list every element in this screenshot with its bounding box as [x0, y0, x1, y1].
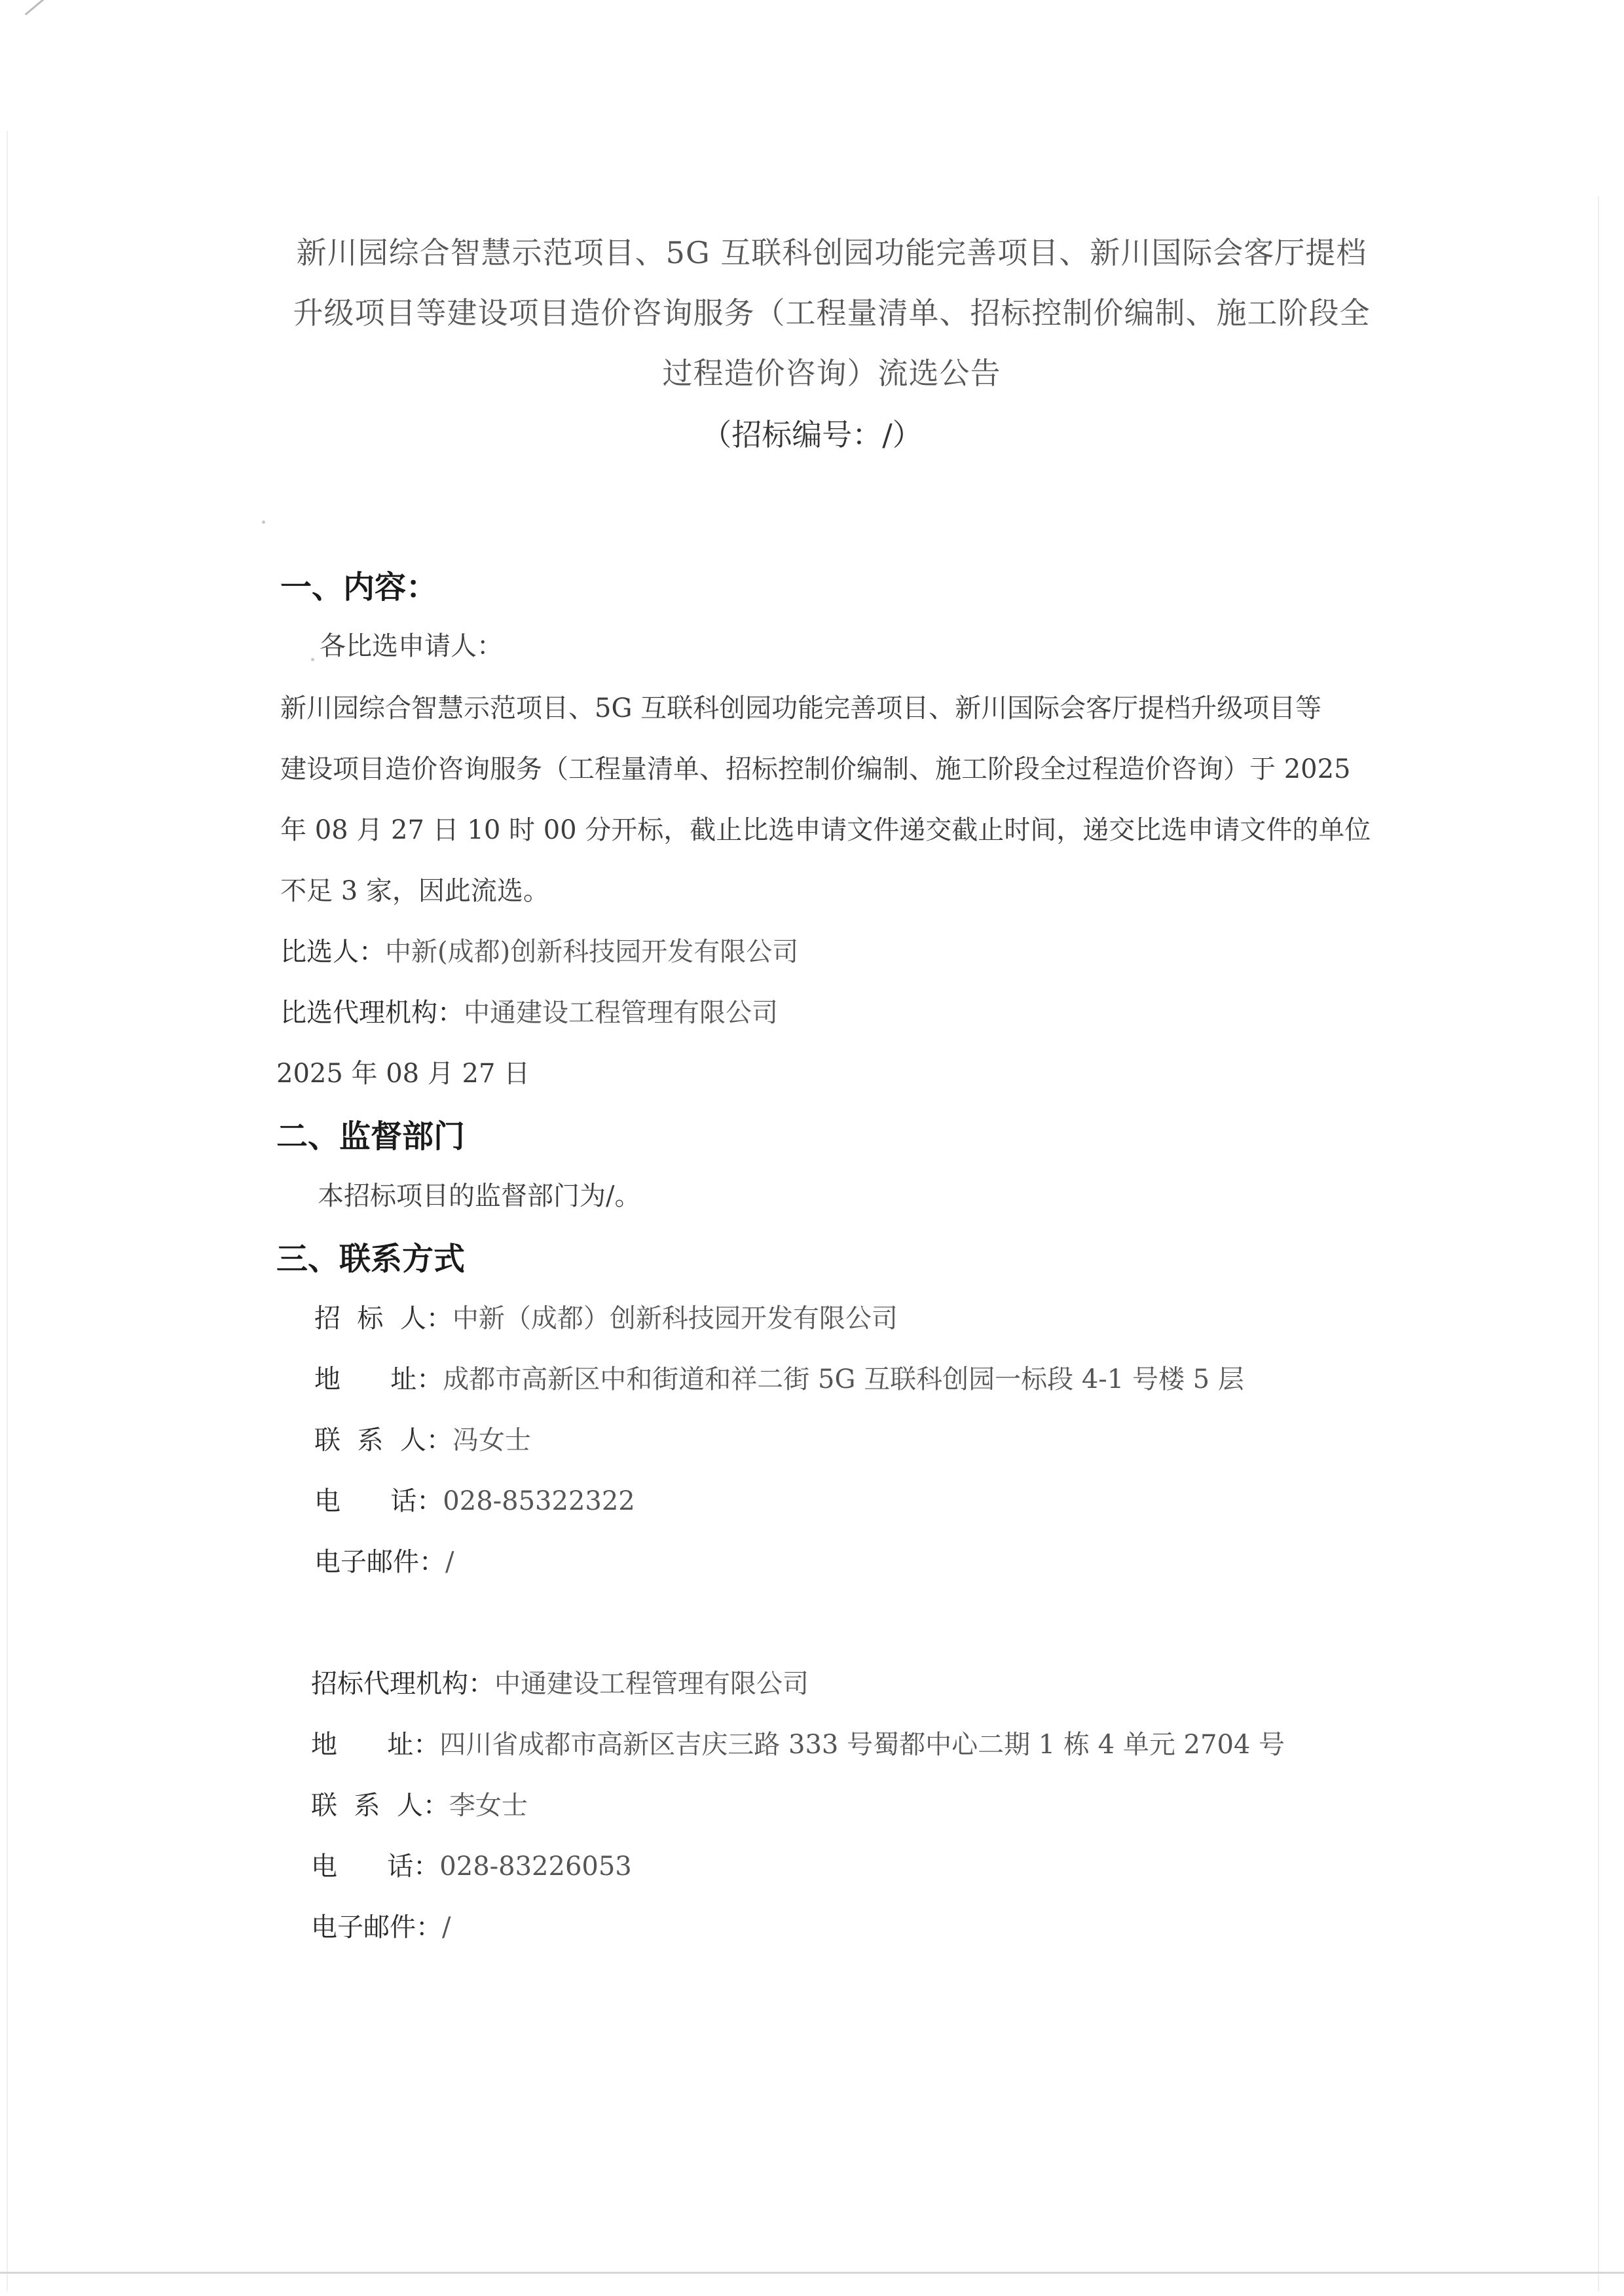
- scan-mark: [25, 0, 46, 16]
- tenderer-email-value: /: [445, 1547, 454, 1577]
- agency-phone-label: 电 话：: [311, 1851, 440, 1882]
- salutation: 各比选申请人：: [320, 631, 503, 661]
- tenderer-name-label: 招 标 人：: [314, 1303, 452, 1334]
- tenderer-address-value: 成都市高新区中和街道和祥二街 5G 互联科创园一标段 4-1 号楼 5 层: [443, 1364, 1244, 1394]
- agency-contact-label: 联 系 人：: [311, 1791, 449, 1821]
- selector-value: 中新(成都)创新科技园开发有限公司: [385, 937, 799, 967]
- agency-address-line: [311, 1724, 1285, 1761]
- scan-edge-left: [7, 131, 8, 2291]
- scan-edge-right: [1598, 196, 1599, 2291]
- agency-phone-value: 028-83226053: [439, 1851, 632, 1882]
- selector-line: [280, 931, 798, 968]
- tenderer-name-line: [314, 1298, 898, 1335]
- body-line: 年 08 月 27 日 10 时 00 分开标，截止比选申请文件递交截止时间，递交比选申请文件的单位: [280, 815, 1371, 845]
- body-line: 新川园综合智慧示范项目、5G 互联科创园功能完善项目、新川国际会客厅提档升级项目等: [280, 693, 1322, 723]
- tenderer-phone-label: 电 话：: [314, 1486, 443, 1516]
- tenderer-contact-value: 冯女士: [452, 1425, 531, 1455]
- tenderer-phone-value: 028-85322322: [443, 1486, 635, 1516]
- section1-heading: 一、内容：: [280, 569, 438, 606]
- agency-name-value: 中通建设工程管理有限公司: [494, 1669, 809, 1699]
- tenderer-phone-line: [314, 1480, 635, 1518]
- scan-bottom-edge: [0, 2272, 1624, 2274]
- title-line: 升级项目等建设项目造价咨询服务（工程量清单、招标控制价编制、施工阶段全: [293, 295, 1371, 331]
- section3-heading: 三、联系方式: [276, 1241, 466, 1277]
- bid-number: （招标编号：/）: [701, 417, 923, 452]
- body-line: 不足 3 家，因此流选。: [280, 876, 549, 906]
- tenderer-contact-label: 联 系 人：: [314, 1425, 452, 1455]
- agency-email-line: [311, 1906, 451, 1944]
- scan-speck: [311, 658, 314, 661]
- notice-date: 2025 年 08 月 27 日: [276, 1059, 530, 1089]
- title-line: 新川园综合智慧示范项目、5G 互联科创园功能完善项目、新川国际会客厅提档: [296, 235, 1367, 270]
- agency-contact-line: [311, 1785, 528, 1822]
- agency-email-label: 电子邮件：: [311, 1912, 442, 1942]
- agency-name-label: 招标代理机构：: [311, 1669, 494, 1699]
- title-line: 过程造价咨询）流选公告: [662, 355, 1001, 391]
- section2-heading: 二、监督部门: [276, 1118, 466, 1155]
- scan-speck: [262, 520, 265, 524]
- tenderer-email-label: 电子邮件：: [314, 1547, 445, 1577]
- agency-value: 中通建设工程管理有限公司: [464, 998, 778, 1028]
- tenderer-contact-line: [314, 1419, 531, 1457]
- tenderer-email-line: [314, 1541, 454, 1578]
- document-title: [275, 223, 1388, 403]
- selector-label: 比选人：: [280, 937, 385, 967]
- agency-address-value: 四川省成都市高新区吉庆三路 333 号蜀都中心二期 1 栋 4 单元 2704 号: [439, 1730, 1285, 1760]
- agency-contact-value: 李女士: [449, 1791, 528, 1821]
- tenderer-address-line: [314, 1358, 1244, 1396]
- tenderer-address-label: 地 址：: [314, 1364, 443, 1394]
- agency-label: 比选代理机构：: [280, 998, 464, 1028]
- supervision-text: 本招标项目的监督部门为/。: [318, 1181, 641, 1211]
- agency-email-value: /: [442, 1912, 451, 1942]
- body-line: 建设项目造价咨询服务（工程量清单、招标控制价编制、施工阶段全过程造价咨询）于 2025: [280, 754, 1351, 784]
- agency-name-line: [311, 1663, 809, 1700]
- tenderer-name-value: 中新（成都）创新科技园开发有限公司: [452, 1303, 898, 1334]
- agency-line: [280, 992, 778, 1029]
- agency-address-label: 地 址：: [311, 1730, 440, 1760]
- agency-phone-line: [311, 1846, 632, 1883]
